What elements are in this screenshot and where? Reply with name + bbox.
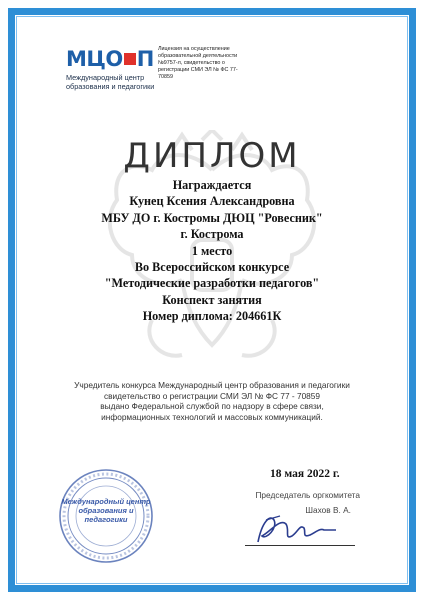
diploma-title: ДИПЛОМ (123, 136, 301, 176)
chair-title: Председатель оргкомитета (255, 490, 360, 500)
logo-mark (66, 46, 154, 72)
signature-line (245, 545, 355, 546)
stamp-text: Международный центр образования и педагогики (61, 497, 151, 524)
issue-date: 18 мая 2022 г. (270, 468, 340, 480)
recipient-name: Кунец Ксения Александровна (129, 194, 295, 209)
institution-name: МБУ ДО г. Костромы ДЮЦ "Ровесник" (101, 210, 323, 225)
logo-mark-left: МЦО (66, 47, 123, 71)
awarded-label: Награждается (172, 178, 252, 192)
place: 1 место (191, 243, 233, 258)
logo-cube-icon (124, 53, 136, 65)
organizer-line: Учредитель конкурса Международный центр образования и педагогики (74, 380, 350, 390)
award-text (0, 177, 424, 325)
organization-logo (66, 46, 166, 102)
organizer-line: информационных технологий и массовых коммуникаций. (101, 411, 323, 422)
diploma-number: Номер диплома: 204661К (142, 309, 282, 324)
license-text: Лицензия на осуществление образовательной деятельности №9757-л, свидетельство о регистрации СМИ ЭЛ № ФС 77-70859 (158, 46, 238, 80)
contest-label: Во Всероссийском конкурсе (134, 260, 290, 275)
nomination: Конспект занятия (162, 292, 262, 307)
organizer-line: свидетельство о регистрации СМИ ЭЛ № ФС 77 - 70859 (103, 390, 321, 401)
city: г. Кострома (180, 227, 244, 242)
contest-name: "Методические разработки педагогов" (104, 276, 320, 291)
organizer-line: выдано Федеральной службой по надзору в сфере связи, (100, 401, 324, 412)
organizer-info (40, 380, 384, 422)
logo-mark-right: П (136, 47, 154, 71)
chair-name: Шахов В. А. (305, 505, 351, 515)
logo-subtitle: Международный центр образования и педагогики (66, 73, 155, 91)
